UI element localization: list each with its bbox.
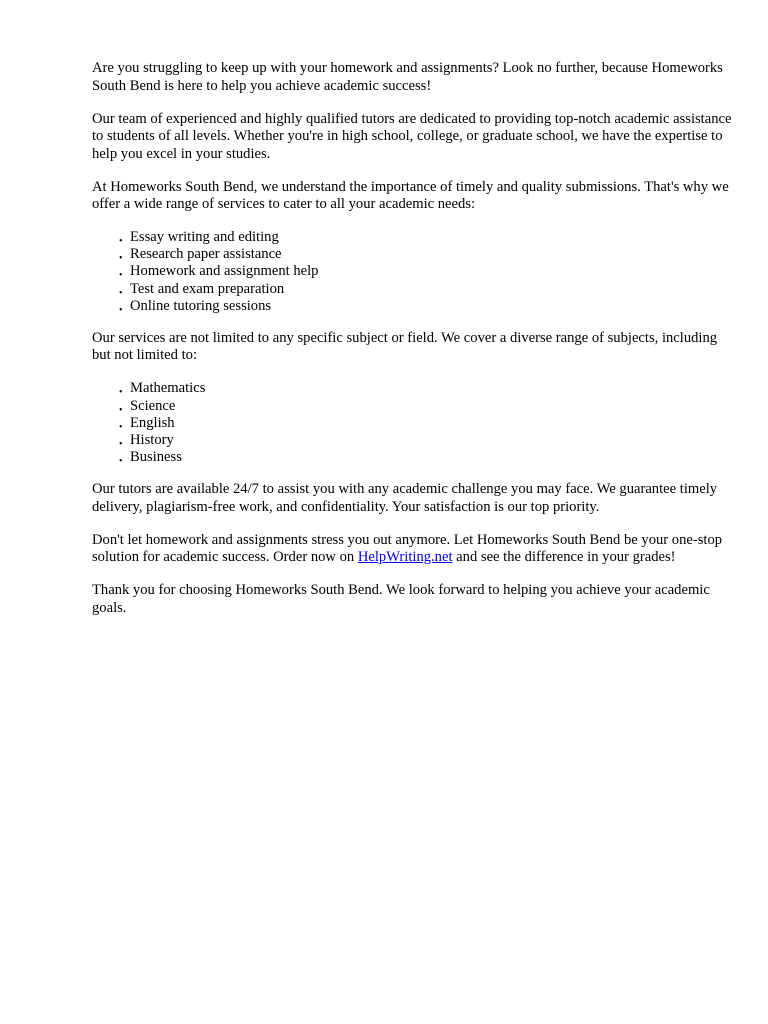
team-paragraph: Our team of experienced and highly qualified tutors are dedicated to providing top-notch academic assistance to students of all levels. Whether you're in high school, college, or graduate school, we have the expertise to help you excel in your studies. xyxy=(92,110,732,162)
bullet-icon: • xyxy=(119,304,123,316)
bullet-icon: • xyxy=(119,287,123,299)
helpwriting-link[interactable]: HelpWriting.net xyxy=(357,549,453,566)
bullet-icon: • xyxy=(119,439,123,450)
subjects-intro-paragraph: Our services are not limited to any specific subject or field. We cover a diverse range of subjects, including but not limited to: xyxy=(92,329,718,364)
list-item-label: Test and exam preparation xyxy=(130,280,285,297)
list-item-label: Mathematics xyxy=(130,380,206,397)
list-item-label: Business xyxy=(130,449,182,466)
subjects-list xyxy=(92,380,732,466)
bullet-icon: • xyxy=(119,270,123,282)
services-intro-paragraph: At Homeworks South Bend, we understand the importance of timely and quality submissions. That's why we offer a wide range of services to cater to all your academic needs: xyxy=(92,178,729,212)
services-list xyxy=(92,229,732,315)
list-item-label: History xyxy=(130,432,174,448)
list-item xyxy=(119,281,732,298)
bullet-icon: • xyxy=(119,404,123,416)
cta-text-before: Don't let homework and assignments stress you out anymore. Let Homeworks South Bend be your one-stop solution for academic success. Order now on xyxy=(92,531,723,566)
bullet-icon: • xyxy=(119,253,123,265)
list-item xyxy=(119,415,732,432)
list-item xyxy=(119,432,732,449)
closing-paragraph: Thank you for choosing Homeworks South Bend. We look forward to helping you achieve your academic goals. xyxy=(92,582,710,616)
cta-text-after: and see the difference in your grades! xyxy=(452,549,676,566)
cta-paragraph xyxy=(92,532,732,567)
list-item xyxy=(119,263,732,280)
list-item xyxy=(119,246,732,263)
list-item-label: Essay writing and editing xyxy=(130,229,279,245)
bullet-icon: • xyxy=(119,387,123,399)
list-item-label: Research paper assistance xyxy=(130,246,282,263)
list-item xyxy=(119,380,732,397)
bullet-icon: • xyxy=(119,456,123,468)
bullet-icon: • xyxy=(119,236,123,247)
bullet-icon: • xyxy=(119,421,123,433)
list-item xyxy=(119,229,732,246)
availability-paragraph: Our tutors are available 24/7 to assist you with any academic challenge you may face. We guarantee timely delivery, plagiarism-free work, and confidentiality. Your satisfaction is our top priority. xyxy=(92,481,718,515)
list-item xyxy=(119,298,732,315)
document-body xyxy=(92,60,732,633)
list-item-label: Homework and assignment help xyxy=(130,263,319,280)
list-item xyxy=(119,398,732,415)
list-item-label: Online tutoring sessions xyxy=(130,297,272,314)
list-item-label: Science xyxy=(130,397,176,414)
intro-paragraph: Are you struggling to keep up with your homework and assignments? Look no further, because Homeworks South Bend is here to help you achieve academic success! xyxy=(92,60,723,94)
list-item-label: English xyxy=(130,414,175,431)
list-item xyxy=(119,449,732,466)
